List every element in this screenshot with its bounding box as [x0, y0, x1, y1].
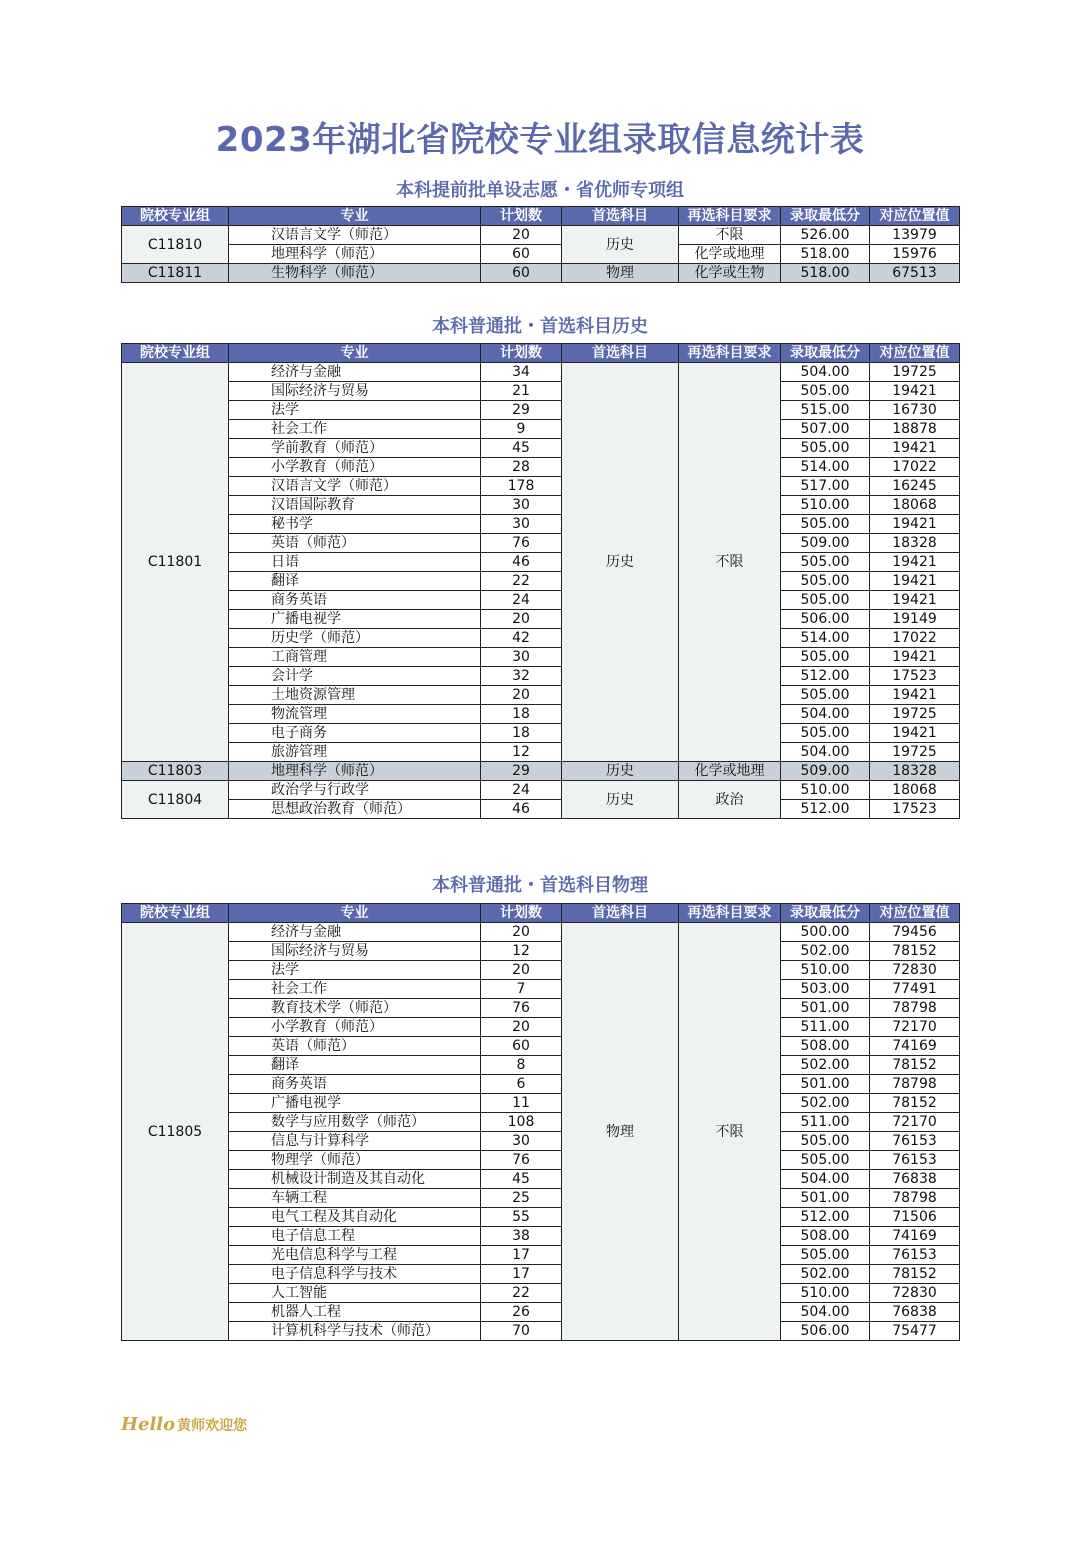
min-score: 505.00 — [781, 553, 870, 572]
rank-value: 76153 — [870, 1246, 960, 1265]
min-score: 514.00 — [781, 629, 870, 648]
major-name: 小学教育（师范） — [229, 458, 481, 477]
major-name: 数学与应用数学（师范） — [229, 1113, 481, 1132]
major-name: 汉语国际教育 — [229, 496, 481, 515]
table-row — [122, 401, 960, 420]
table-row — [122, 458, 960, 477]
plan-count: 42 — [481, 629, 562, 648]
major-name: 信息与计算科学 — [229, 1132, 481, 1151]
major-name: 地理科学（师范） — [229, 245, 481, 264]
second-subject: 不限 — [679, 226, 781, 245]
rank-value: 78798 — [870, 999, 960, 1018]
major-name: 学前教育（师范） — [229, 439, 481, 458]
min-score: 510.00 — [781, 1284, 870, 1303]
rank-value: 78152 — [870, 1094, 960, 1113]
plan-count: 8 — [481, 1056, 562, 1075]
table-row — [122, 1227, 960, 1246]
plan-count: 76 — [481, 534, 562, 553]
major-name: 电子信息工程 — [229, 1227, 481, 1246]
table-row — [122, 1284, 960, 1303]
min-score: 504.00 — [781, 363, 870, 382]
min-score: 505.00 — [781, 1246, 870, 1265]
rank-value: 18878 — [870, 420, 960, 439]
rank-value: 19725 — [870, 705, 960, 724]
min-score: 505.00 — [781, 591, 870, 610]
table-row — [122, 686, 960, 705]
table-row — [122, 667, 960, 686]
second-subject: 政治 — [679, 781, 781, 819]
table-row — [122, 999, 960, 1018]
plan-count: 18 — [481, 724, 562, 743]
group-code: C11805 — [122, 923, 229, 1341]
table-row — [122, 1265, 960, 1284]
rank-value: 67513 — [870, 264, 960, 283]
table-row — [122, 724, 960, 743]
rank-value: 19421 — [870, 648, 960, 667]
plan-count: 24 — [481, 781, 562, 800]
first-subject: 历史 — [562, 762, 679, 781]
rank-value: 78152 — [870, 1056, 960, 1075]
min-score: 504.00 — [781, 1303, 870, 1322]
column-header: 专业 — [229, 207, 481, 226]
first-subject: 历史 — [562, 226, 679, 264]
table-row — [122, 496, 960, 515]
major-name: 历史学（师范） — [229, 629, 481, 648]
min-score: 502.00 — [781, 1265, 870, 1284]
column-header: 再选科目要求 — [679, 344, 781, 363]
major-name: 秘书学 — [229, 515, 481, 534]
rank-value: 77491 — [870, 980, 960, 999]
major-name: 翻译 — [229, 572, 481, 591]
section-title-2: 本科普通批・首选科目历史 — [432, 316, 648, 337]
major-name: 国际经济与贸易 — [229, 382, 481, 401]
min-score: 512.00 — [781, 800, 870, 819]
major-name: 广播电视学 — [229, 1094, 481, 1113]
min-score: 505.00 — [781, 572, 870, 591]
min-score: 509.00 — [781, 762, 870, 781]
table-row — [122, 705, 960, 724]
rank-value: 17022 — [870, 458, 960, 477]
major-name: 商务英语 — [229, 1075, 481, 1094]
table-row — [122, 942, 960, 961]
major-name: 法学 — [229, 961, 481, 980]
major-name: 生物科学（师范） — [229, 264, 481, 283]
min-score: 510.00 — [781, 781, 870, 800]
plan-count: 70 — [481, 1322, 562, 1341]
plan-count: 12 — [481, 743, 562, 762]
group-code: C11810 — [122, 226, 229, 264]
min-score: 510.00 — [781, 961, 870, 980]
rank-value: 18328 — [870, 762, 960, 781]
major-name: 社会工作 — [229, 980, 481, 999]
major-name: 物流管理 — [229, 705, 481, 724]
table-row — [122, 961, 960, 980]
group-code: C11801 — [122, 363, 229, 762]
plan-count: 30 — [481, 1132, 562, 1151]
min-score: 518.00 — [781, 245, 870, 264]
column-header: 录取最低分 — [781, 904, 870, 923]
column-header: 计划数 — [481, 344, 562, 363]
plan-count: 76 — [481, 999, 562, 1018]
plan-count: 22 — [481, 572, 562, 591]
column-header: 计划数 — [481, 904, 562, 923]
rank-value: 19421 — [870, 724, 960, 743]
rank-value: 19421 — [870, 439, 960, 458]
plan-count: 45 — [481, 439, 562, 458]
table-row — [122, 534, 960, 553]
min-score: 511.00 — [781, 1113, 870, 1132]
page-title: 2023年湖北省院校专业组录取信息统计表 — [215, 120, 865, 160]
table-row — [122, 1246, 960, 1265]
column-header: 专业 — [229, 344, 481, 363]
min-score: 501.00 — [781, 1189, 870, 1208]
min-score: 515.00 — [781, 401, 870, 420]
min-score: 503.00 — [781, 980, 870, 999]
table-row — [122, 264, 960, 283]
min-score: 505.00 — [781, 686, 870, 705]
first-subject: 物理 — [562, 264, 679, 283]
group-code: C11804 — [122, 781, 229, 819]
plan-count: 20 — [481, 961, 562, 980]
rank-value: 19725 — [870, 743, 960, 762]
plan-count: 45 — [481, 1170, 562, 1189]
rank-value: 19421 — [870, 382, 960, 401]
plan-count: 21 — [481, 382, 562, 401]
second-subject: 不限 — [679, 363, 781, 762]
column-header: 计划数 — [481, 207, 562, 226]
major-name: 土地资源管理 — [229, 686, 481, 705]
rank-value: 78152 — [870, 942, 960, 961]
column-header: 首选科目 — [562, 344, 679, 363]
header-row — [122, 344, 960, 363]
rank-value: 78798 — [870, 1075, 960, 1094]
plan-count: 29 — [481, 401, 562, 420]
plan-count: 76 — [481, 1151, 562, 1170]
plan-count: 17 — [481, 1265, 562, 1284]
min-score: 505.00 — [781, 439, 870, 458]
plan-count: 60 — [481, 245, 562, 264]
rank-value: 76153 — [870, 1151, 960, 1170]
major-name: 英语（师范） — [229, 1037, 481, 1056]
second-subject: 化学或地理 — [679, 762, 781, 781]
rank-value: 75477 — [870, 1322, 960, 1341]
min-score: 505.00 — [781, 382, 870, 401]
major-name: 社会工作 — [229, 420, 481, 439]
table-row — [122, 762, 960, 781]
min-score: 505.00 — [781, 1132, 870, 1151]
table-row — [122, 1208, 960, 1227]
rank-value: 19421 — [870, 686, 960, 705]
min-score: 526.00 — [781, 226, 870, 245]
rank-value: 13979 — [870, 226, 960, 245]
table-row — [122, 1322, 960, 1341]
column-header: 再选科目要求 — [679, 207, 781, 226]
table-row — [122, 629, 960, 648]
rank-value: 76838 — [870, 1170, 960, 1189]
rank-value: 74169 — [870, 1037, 960, 1056]
major-name: 小学教育（师范） — [229, 1018, 481, 1037]
table-row — [122, 980, 960, 999]
plan-count: 22 — [481, 1284, 562, 1303]
plan-count: 6 — [481, 1075, 562, 1094]
column-header: 录取最低分 — [781, 207, 870, 226]
table-row — [122, 610, 960, 629]
table-row — [122, 1075, 960, 1094]
table-row — [122, 781, 960, 800]
rank-value: 19421 — [870, 553, 960, 572]
major-name: 经济与金融 — [229, 363, 481, 382]
plan-count: 20 — [481, 923, 562, 942]
rank-value: 19149 — [870, 610, 960, 629]
plan-count: 30 — [481, 648, 562, 667]
min-score: 508.00 — [781, 1037, 870, 1056]
min-score: 505.00 — [781, 1151, 870, 1170]
min-score: 512.00 — [781, 1208, 870, 1227]
min-score: 510.00 — [781, 496, 870, 515]
section-title-3: 本科普通批・首选科目物理 — [432, 875, 648, 896]
plan-count: 28 — [481, 458, 562, 477]
major-name: 计算机科学与技术（师范） — [229, 1322, 481, 1341]
column-header: 对应位置值 — [870, 904, 960, 923]
rank-value: 19421 — [870, 591, 960, 610]
table-row — [122, 1170, 960, 1189]
table-row — [122, 439, 960, 458]
major-name: 思想政治教育（师范） — [229, 800, 481, 819]
column-header: 再选科目要求 — [679, 904, 781, 923]
table-row — [122, 572, 960, 591]
min-score: 505.00 — [781, 648, 870, 667]
plan-count: 38 — [481, 1227, 562, 1246]
min-score: 506.00 — [781, 610, 870, 629]
min-score: 518.00 — [781, 264, 870, 283]
min-score: 506.00 — [781, 1322, 870, 1341]
rank-value: 15976 — [870, 245, 960, 264]
rank-value: 17523 — [870, 800, 960, 819]
major-name: 汉语言文学（师范） — [229, 477, 481, 496]
plan-count: 11 — [481, 1094, 562, 1113]
table-row — [122, 1189, 960, 1208]
plan-count: 60 — [481, 264, 562, 283]
plan-count: 7 — [481, 980, 562, 999]
major-name: 旅游管理 — [229, 743, 481, 762]
major-name: 日语 — [229, 553, 481, 572]
major-name: 工商管理 — [229, 648, 481, 667]
min-score: 508.00 — [781, 1227, 870, 1246]
min-score: 501.00 — [781, 1075, 870, 1094]
rank-value: 78152 — [870, 1265, 960, 1284]
table-row — [122, 743, 960, 762]
major-name: 国际经济与贸易 — [229, 942, 481, 961]
min-score: 500.00 — [781, 923, 870, 942]
table-row — [122, 1056, 960, 1075]
header-row — [122, 904, 960, 923]
table-row — [122, 591, 960, 610]
major-name: 电气工程及其自动化 — [229, 1208, 481, 1227]
min-score: 511.00 — [781, 1018, 870, 1037]
major-name: 光电信息科学与工程 — [229, 1246, 481, 1265]
major-name: 英语（师范） — [229, 534, 481, 553]
column-header: 院校专业组 — [122, 207, 229, 226]
major-name: 商务英语 — [229, 591, 481, 610]
second-subject: 化学或生物 — [679, 264, 781, 283]
column-header: 对应位置值 — [870, 344, 960, 363]
major-name: 政治学与行政学 — [229, 781, 481, 800]
rank-value: 19421 — [870, 572, 960, 591]
major-name: 教育技术学（师范） — [229, 999, 481, 1018]
plan-count: 108 — [481, 1113, 562, 1132]
min-score: 502.00 — [781, 1056, 870, 1075]
major-name: 电子信息科学与技术 — [229, 1265, 481, 1284]
second-subject: 化学或地理 — [679, 245, 781, 264]
min-score: 514.00 — [781, 458, 870, 477]
plan-count: 20 — [481, 226, 562, 245]
major-name: 机器人工程 — [229, 1303, 481, 1322]
rank-value: 18328 — [870, 534, 960, 553]
table-row — [122, 515, 960, 534]
rank-value: 71506 — [870, 1208, 960, 1227]
rank-value: 18068 — [870, 496, 960, 515]
column-header: 对应位置值 — [870, 207, 960, 226]
rank-value: 78798 — [870, 1189, 960, 1208]
group-code: C11803 — [122, 762, 229, 781]
plan-count: 24 — [481, 591, 562, 610]
rank-value: 72830 — [870, 961, 960, 980]
major-name: 广播电视学 — [229, 610, 481, 629]
logo-hello: Hello — [121, 1414, 176, 1435]
rank-value: 72170 — [870, 1018, 960, 1037]
plan-count: 60 — [481, 1037, 562, 1056]
plan-count: 20 — [481, 610, 562, 629]
column-header: 首选科目 — [562, 207, 679, 226]
rank-value: 17022 — [870, 629, 960, 648]
plan-count: 20 — [481, 1018, 562, 1037]
table-row — [122, 800, 960, 819]
major-name: 人工智能 — [229, 1284, 481, 1303]
plan-count: 30 — [481, 496, 562, 515]
min-score: 502.00 — [781, 942, 870, 961]
table-row — [122, 1094, 960, 1113]
table-row — [122, 923, 960, 942]
plan-count: 25 — [481, 1189, 562, 1208]
table-row — [122, 553, 960, 572]
plan-count: 12 — [481, 942, 562, 961]
table-row — [122, 477, 960, 496]
column-header: 院校专业组 — [122, 904, 229, 923]
section-title-1: 本科提前批单设志愿・省优师专项组 — [396, 180, 684, 201]
table-row — [122, 1151, 960, 1170]
plan-count: 9 — [481, 420, 562, 439]
rank-value: 72170 — [870, 1113, 960, 1132]
logo-cn: 黄师欢迎您 — [177, 1418, 248, 1434]
major-name: 车辆工程 — [229, 1189, 481, 1208]
table-row — [122, 226, 960, 245]
major-name: 物理学（师范） — [229, 1151, 481, 1170]
rank-value: 17523 — [870, 667, 960, 686]
footer-logo — [121, 1414, 247, 1435]
plan-count: 18 — [481, 705, 562, 724]
rank-value: 72830 — [870, 1284, 960, 1303]
rank-value: 76153 — [870, 1132, 960, 1151]
min-score: 517.00 — [781, 477, 870, 496]
column-header: 专业 — [229, 904, 481, 923]
min-score: 504.00 — [781, 1170, 870, 1189]
plan-count: 30 — [481, 515, 562, 534]
min-score: 505.00 — [781, 724, 870, 743]
major-name: 会计学 — [229, 667, 481, 686]
table-early-batch — [121, 206, 960, 283]
table-row — [122, 1113, 960, 1132]
table-row — [122, 648, 960, 667]
plan-count: 20 — [481, 686, 562, 705]
plan-count: 29 — [481, 762, 562, 781]
column-header: 院校专业组 — [122, 344, 229, 363]
min-score: 505.00 — [781, 515, 870, 534]
plan-count: 34 — [481, 363, 562, 382]
min-score: 504.00 — [781, 705, 870, 724]
min-score: 502.00 — [781, 1094, 870, 1113]
table-row — [122, 420, 960, 439]
major-name: 经济与金融 — [229, 923, 481, 942]
header-row — [122, 207, 960, 226]
table-history — [121, 343, 960, 819]
rank-value: 19421 — [870, 515, 960, 534]
table-row — [122, 1037, 960, 1056]
rank-value: 16245 — [870, 477, 960, 496]
table-row — [122, 1303, 960, 1322]
major-name: 电子商务 — [229, 724, 481, 743]
table-row — [122, 1018, 960, 1037]
major-name: 法学 — [229, 401, 481, 420]
table-row — [122, 245, 960, 264]
column-header: 首选科目 — [562, 904, 679, 923]
first-subject: 物理 — [562, 923, 679, 1341]
min-score: 501.00 — [781, 999, 870, 1018]
second-subject: 不限 — [679, 923, 781, 1341]
plan-count: 46 — [481, 800, 562, 819]
plan-count: 17 — [481, 1246, 562, 1265]
first-subject: 历史 — [562, 363, 679, 762]
min-score: 509.00 — [781, 534, 870, 553]
column-header: 录取最低分 — [781, 344, 870, 363]
plan-count: 46 — [481, 553, 562, 572]
major-name: 地理科学（师范） — [229, 762, 481, 781]
table-row — [122, 363, 960, 382]
rank-value: 74169 — [870, 1227, 960, 1246]
plan-count: 32 — [481, 667, 562, 686]
major-name: 机械设计制造及其自动化 — [229, 1170, 481, 1189]
min-score: 507.00 — [781, 420, 870, 439]
rank-value: 76838 — [870, 1303, 960, 1322]
group-code: C11811 — [122, 264, 229, 283]
rank-value: 18068 — [870, 781, 960, 800]
first-subject: 历史 — [562, 781, 679, 819]
table-row — [122, 382, 960, 401]
min-score: 504.00 — [781, 743, 870, 762]
plan-count: 26 — [481, 1303, 562, 1322]
plan-count: 178 — [481, 477, 562, 496]
table-row — [122, 1132, 960, 1151]
plan-count: 55 — [481, 1208, 562, 1227]
rank-value: 16730 — [870, 401, 960, 420]
table-physics — [121, 903, 960, 1341]
major-name: 翻译 — [229, 1056, 481, 1075]
min-score: 512.00 — [781, 667, 870, 686]
major-name: 汉语言文学（师范） — [229, 226, 481, 245]
rank-value: 19725 — [870, 363, 960, 382]
rank-value: 79456 — [870, 923, 960, 942]
